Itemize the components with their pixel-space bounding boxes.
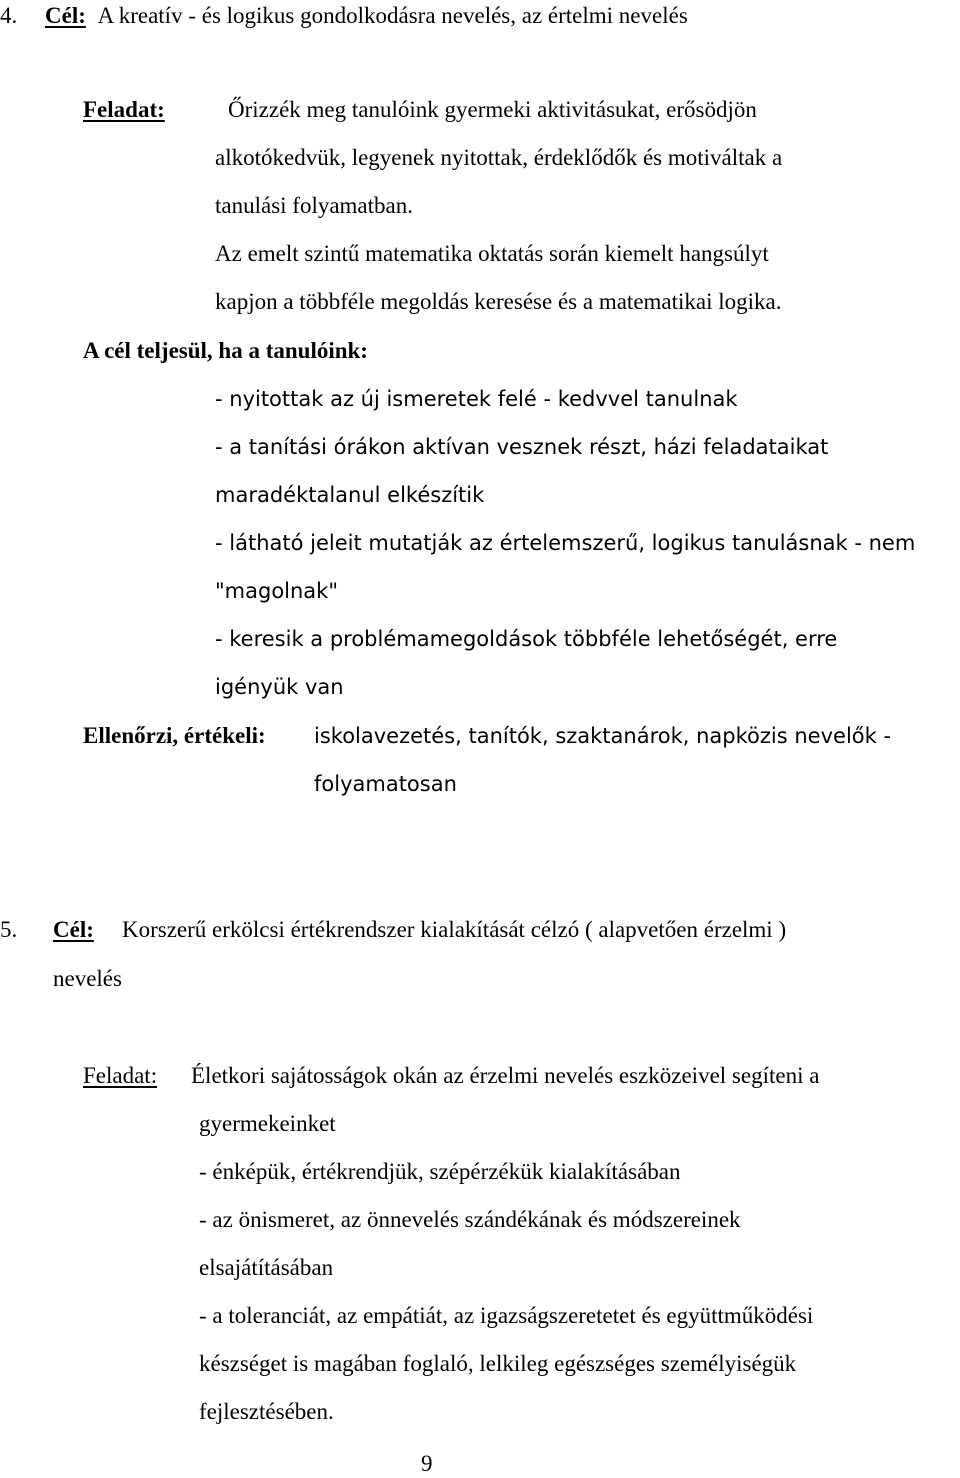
section5-feladat-line-3: - énképük, értékrendjük, szépérzékük kialakításában: [199, 1159, 681, 1184]
section4-cel-text: A kreatív - és logikus gondolkodásra nevelés, az értelmi nevelés: [97, 3, 688, 28]
section4-teljesul-line-3: maradéktalanul elkészítik: [215, 483, 485, 507]
section5-feladat-line-5: elsajátításában: [199, 1255, 334, 1280]
section4-heading: [0, 2, 688, 30]
section4-cel-label: Cél:: [45, 3, 86, 28]
section4-feladat-line-2: alkotókedvük, legyenek nyitottak, érdeklődők és motiváltak a: [215, 145, 783, 170]
section4-ellenorzi-line-2: folyamatosan: [314, 772, 457, 796]
section4-feladat-label: Feladat:: [83, 97, 165, 122]
section4-ellenorzi-line-1: iskolavezetés, tanítók, szaktanárok, napközis nevelők -: [314, 724, 892, 748]
section4-feladat-line-5: kapjon a többféle megoldás keresése és a matematikai logika.: [215, 289, 782, 314]
section4-feladat-line-4: Az emelt szintű matematika oktatás során kiemelt hangsúlyt: [215, 241, 769, 266]
section4-feladat-line-3: tanulási folyamatban.: [215, 193, 413, 218]
section5-number: 5.: [0, 917, 18, 942]
section4-teljesul-line-2: - a tanítási órákon aktívan vesznek részt, házi feladataikat: [215, 435, 829, 459]
section4-teljesul-line-7: igényük van: [215, 675, 344, 699]
section5-feladat-line-2: gyermekeinket: [199, 1111, 336, 1136]
section5-feladat-line-6: - a toleranciát, az empátiát, az igazságszeretetet és együttműködési: [199, 1303, 814, 1328]
section5-feladat-line-8: fejlesztésében.: [199, 1399, 334, 1424]
section5-cel-line-2: nevelés: [53, 966, 122, 991]
section5-feladat-line-4: - az önismeret, az önnevelés szándékának és módszereinek: [199, 1207, 741, 1232]
section4-teljesul-line-1: - nyitottak az új ismeretek felé - kedvvel tanulnak: [215, 387, 738, 411]
section5-feladat-label: Feladat:: [83, 1063, 158, 1088]
section4-feladat-line-1: Őrizzék meg tanulóink gyermeki aktivitásukat, erősödjön: [228, 97, 757, 122]
section4-teljesul-line-6: - keresik a problémamegoldások többféle lehetőségét, erre: [215, 627, 838, 651]
section4-teljesul-line-4: - látható jeleit mutatják az értelemszerű, logikus tanulásnak - nem: [215, 531, 916, 555]
section5-cel-line-1: Korszerű erkölcsi értékrendszer kialakítását célzó ( alapvetően érzelmi ): [122, 917, 787, 942]
section5-cel-label: Cél:: [53, 917, 94, 942]
section4-teljesul-heading: A cél teljesül, ha a tanulóink:: [83, 338, 368, 363]
page-number: 9: [421, 1451, 433, 1476]
section4-teljesul-line-5: "magolnak": [215, 579, 338, 603]
section4-ellenorzi-label: Ellenőrzi, értékeli:: [83, 723, 266, 748]
section5-feladat-line-7: készséget is magában foglaló, lelkileg egészséges személyiségük: [199, 1351, 797, 1376]
section4-number: 4.: [0, 3, 18, 28]
section5-feladat-line-1: Életkori sajátosságok okán az érzelmi nevelés eszközeivel segíteni a: [191, 1063, 820, 1088]
